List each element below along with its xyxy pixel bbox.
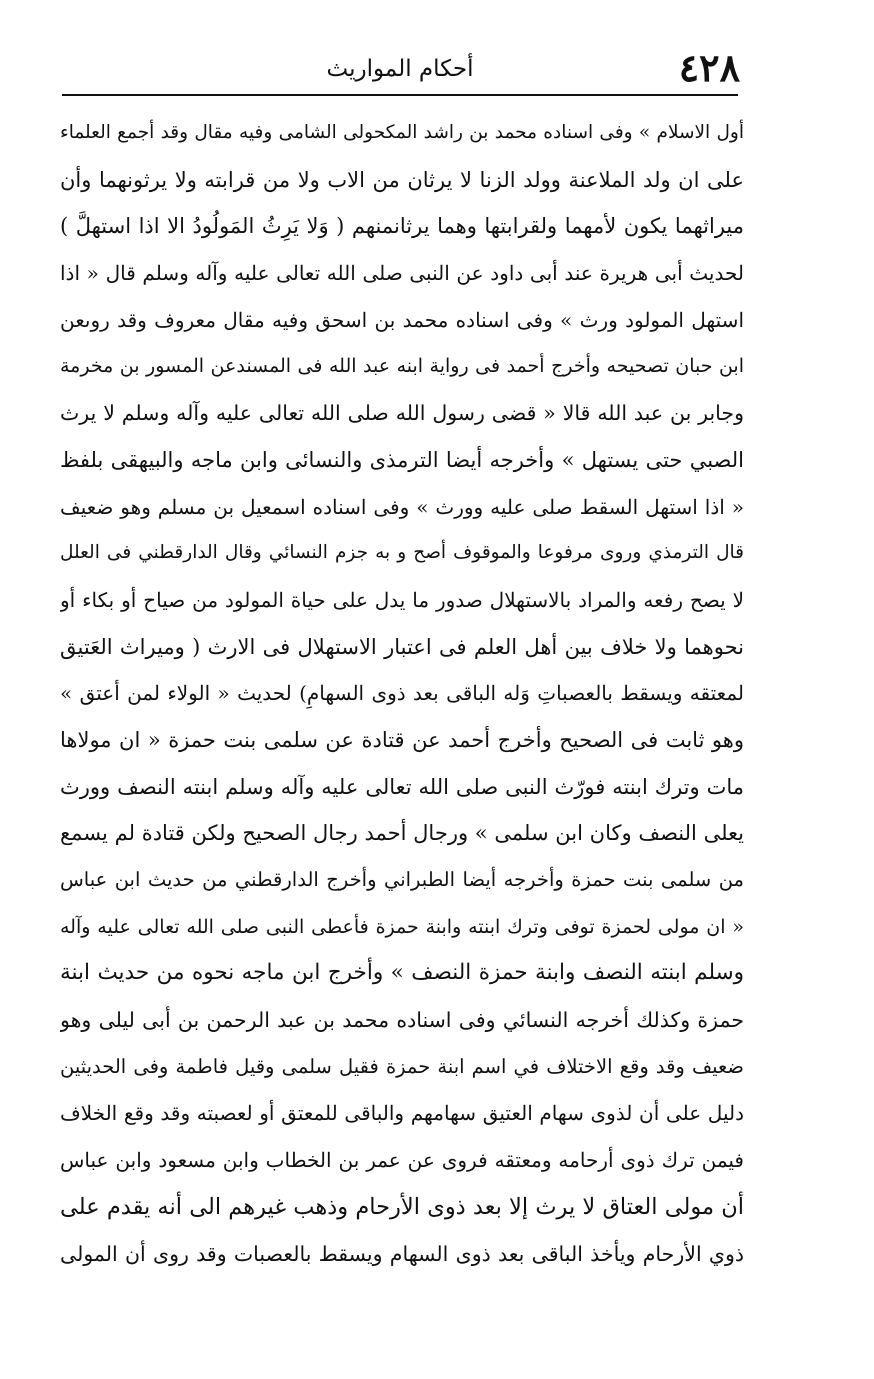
text-line: ابن حبان تصحيحه وأخرج أحمد فى رواية ابنه عبد الله فى المسندعن المسور بن مخرمة [60,355,744,378]
text-line: الصبي حتى يستهل » وأخرجه أيضا الترمذى والنسائى وابن ماجه والبيهقى بلفظ [60,447,744,472]
text-line: ميراثهما يكون لأمهما ولقرابتها وهما يرثانمنهم ( وَلا يَرِثُ المَولُودُ الا اذا استهلَّ ) [60,214,744,239]
text-line: ذوي الأرحام ويأخذ الباقى بعد ذوى السهام ويسقط بالعصبات وقد روى أن المولى [60,1241,744,1266]
text-line: لا يصح رفعه والمراد بالاستهلال صدور ما يدل على حياة المولود من صياح أو بكاء أو [60,587,744,612]
header-rule [62,94,738,96]
text-line: فيمن ترك ذوى أرحامه ومعتقه فروى عن عمر بن الخطاب وابن مسعود وابن عباس [60,1148,744,1173]
page-header [60,40,740,100]
text-line: يعلى النصف وكان ابن سلمى » ورجال أحمد رجال الصحيح ولكن قتادة لم يسمع [60,821,744,846]
text-line: لحديث أبى هريرة عند أبى داود عن النبى صلى الله تعالى عليه وآله وسلم قال « اذا [60,261,744,286]
body-text [60,110,744,1277]
text-line: « اذا استهل السقط صلى عليه وورث » وفى اسناده اسمعيل بن مسلم وهو ضعيف [60,494,744,519]
text-line: ضعيف وقد وقع الاختلاف في اسم ابنة حمزة فقيل سلمى وقيل فاطمة وفى الحديثين [60,1054,744,1078]
text-line: استهل المولود ورث » وفى اسناده محمد بن اسحق وفيه مقال معروف وقد روىعن [60,307,744,332]
text-line: وهو ثابت فى الصحيح وأخرج أحمد عن قتادة عن سلمى بنت حمزة « ان مولاها [60,727,744,752]
text-line: حمزة وكذلك أخرجه النسائي وفى اسناده محمد بن عبد الرحمن بن أبى ليلى وهو [60,1008,744,1033]
text-line: وسلم ابنته النصف وابنة حمزة النصف » وأخرج ابن ماجه نحوه من حديث ابنة [60,960,744,986]
text-line: وجابر بن عبد الله قالا « قضى رسول الله صلى الله تعالى عليه وآله وسلم لا يرث [60,401,744,426]
text-line: على ان ولد الملاعنة وولد الزنا لا يرثان من الاب ولا من قرابته ولا يرثونهما وأن [60,167,744,192]
text-line: أن مولى العتاق لا يرث إلا بعد ذوى الأرحام وذهب غيرهم الى أنه يقدم على [60,1193,744,1220]
text-line: من سلمى بنت حمزة وأخرجه أيضا الطبراني وأخرج الدارقطني من حديث ابن عباس [60,868,744,891]
text-line: دليل على أن لذوى سهام العتيق سهامهم والباقى للمعتق أو لعصبته وقد وقع الخلاف [60,1101,744,1126]
text-line: أول الاسلام » وفى اسناده محمد بن راشد المكحولى الشامى وفيه مقال وقد أجمع العلماء [60,122,744,143]
running-title: أحكام المواريث [326,56,474,82]
text-line: مات وترك ابنته فورّث النبى صلى الله تعالى عليه وآله وسلم ابنته النصف وورث [60,774,744,799]
text-line: لمعتقه ويسقط بالعصباتِ وَله الباقى بعد ذوى السهامِ) لحديث « الولاء لمن أعتق » [60,681,744,706]
page-number: ٤٢٨ [678,45,740,90]
text-line: « ان مولى لحمزة توفى وترك ابنته وابنة حمزة فأعطى النبى صلى الله تعالى عليه وآله [60,915,744,938]
text-line: نحوهما ولا خلاف بين أهل العلم فى اعتبار الاستهلال فى الارث ( وميراث العَتيق [60,634,744,659]
text-line: قال الترمذي وروى مرفوعا والموقوف أصح و به جزم النسائي وقال الدارقطني فى العلل [60,542,744,564]
